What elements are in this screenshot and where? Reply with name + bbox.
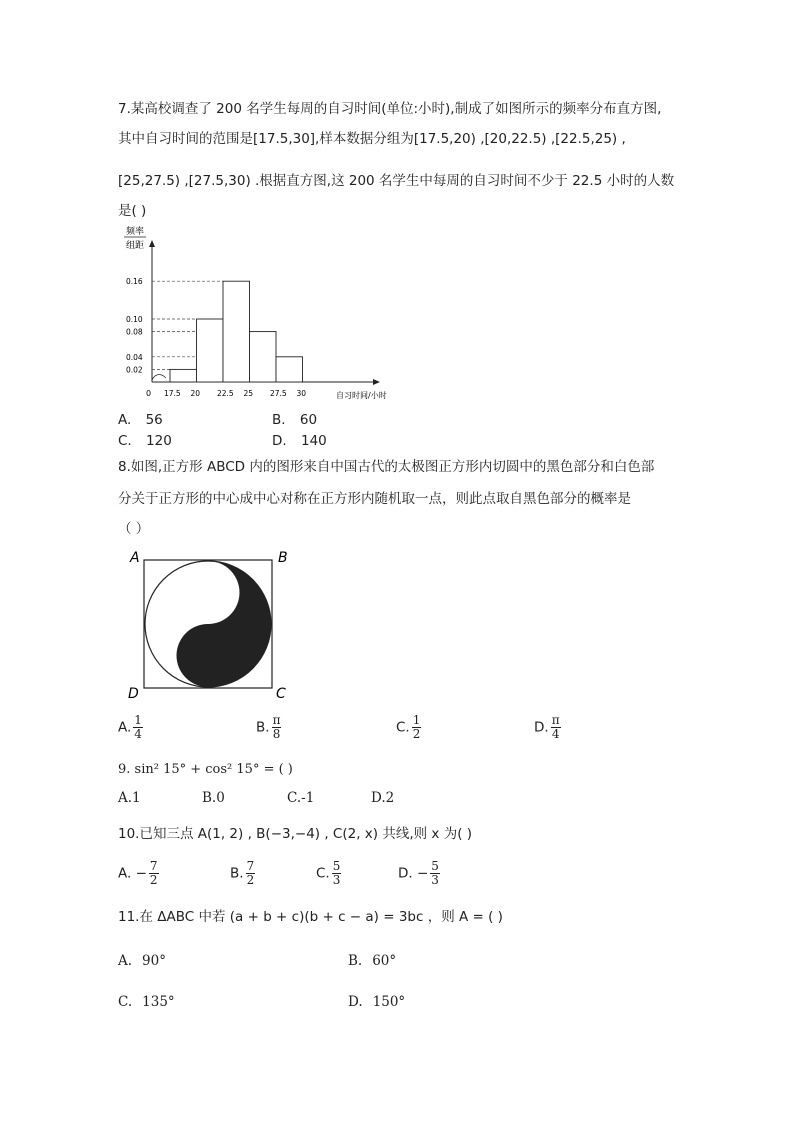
origin-label: 0 (146, 389, 152, 398)
y-label-bottom: 组距 (126, 241, 145, 251)
q8-line1: 8.如图,正方形 ABCD 内的图形来自中国古代的太极图正方形内切圆中的黑色部分和白色部 (118, 459, 655, 475)
option-fraction (246, 860, 256, 887)
q11-option-b[interactable] (348, 953, 396, 969)
option-label: C. (287, 790, 302, 806)
option-label: A. (118, 412, 132, 428)
q8-option-a[interactable] (118, 714, 143, 741)
q8-option-b[interactable] (256, 714, 281, 741)
y-tick-label: 0.16 (126, 277, 143, 287)
x-tick-label: 27.5 (270, 389, 287, 398)
option-fraction (430, 860, 440, 887)
x-tick-label: 20 (190, 389, 201, 398)
q7-option-a[interactable] (118, 412, 163, 428)
denominator: 3 (431, 873, 439, 887)
q7-line4: 是( ) (118, 203, 147, 219)
q11-option-d[interactable] (348, 994, 405, 1010)
option-value: 150° (372, 994, 406, 1010)
histogram-bar (197, 319, 224, 382)
white-dot (202, 587, 214, 599)
histogram-bar (170, 369, 197, 382)
y-axis-arrow (149, 240, 155, 247)
numerator: 5 (431, 859, 439, 873)
denominator: 2 (246, 873, 255, 887)
numerator: π (272, 713, 281, 727)
numerator: 7 (149, 859, 158, 873)
y-label-top: 频率 (126, 227, 145, 237)
q7-line2: 其中自习时间的范围是[17.5,30],样本数据分组为[17.5,20) ,[20,22.5) ,[22.5,25) , (118, 131, 626, 147)
q9-text: 9. sin² 15° + cos² 15° = ( ) (118, 762, 293, 777)
option-fraction (332, 860, 342, 887)
black-dot (202, 650, 214, 662)
q7-line3: [25,27.5) ,[27.5,30) .根据直方图,这 200 名学生中每周的自习时间不少于 22.5 小时的人数 (118, 173, 675, 189)
option-label: D. (398, 865, 413, 882)
numerator: π (551, 713, 560, 727)
option-sign: − (416, 865, 429, 882)
corner-label-b: B (278, 550, 288, 566)
corner-label-c: C (276, 686, 286, 702)
x-axis-label: 自习时间/小时 (336, 391, 387, 400)
option-value: -1 (301, 790, 315, 806)
option-value: 2 (385, 790, 395, 806)
option-value: 140 (300, 433, 327, 449)
q10-text: 10.已知三点 A(1, 2) , B(−3,−4) , C(2, x) 共线,则 x 为( ) (118, 826, 473, 842)
option-label: B. (256, 719, 270, 736)
option-fraction (133, 714, 143, 741)
option-label: C. (118, 433, 132, 449)
option-label: C. (316, 865, 330, 882)
q8-option-c[interactable] (396, 714, 421, 741)
q9-option-a[interactable] (118, 790, 141, 806)
option-label: A. (118, 865, 132, 882)
option-label: B. (348, 953, 363, 969)
histogram-bar (223, 281, 250, 382)
option-label: D. (348, 994, 363, 1010)
denominator: 2 (149, 873, 158, 887)
x-tick-label: 25 (243, 389, 254, 398)
option-label: A. (118, 953, 133, 969)
option-label: D. (272, 433, 287, 449)
y-tick-label: 0.08 (126, 327, 143, 337)
numerator: 1 (134, 713, 142, 727)
histogram-bar (276, 357, 303, 382)
denominator: 2 (412, 727, 421, 741)
x-axis-arrow (373, 379, 380, 385)
numerator: 5 (332, 859, 341, 873)
histogram-chart (118, 222, 398, 408)
option-fraction (551, 714, 561, 741)
numerator: 1 (412, 713, 421, 727)
q11-option-a[interactable] (118, 953, 166, 969)
option-fraction (412, 714, 422, 741)
x-tick-label: 17.5 (164, 389, 181, 398)
q11-text: 11.在 ΔABC 中若 (a + b + c)(b + c − a) = 3bc ，则 A = ( ) (118, 909, 503, 925)
option-label: B. (202, 790, 217, 806)
q7-line1: 7.某高校调查了 200 名学生每周的自习时间(单位:小时),制成了如图所示的频率分布直方图, (118, 101, 662, 117)
q9-option-c[interactable] (287, 790, 314, 806)
q8-line3: （ ） (118, 521, 150, 537)
q8-option-d[interactable] (534, 714, 561, 741)
q7-option-d[interactable] (272, 433, 327, 449)
option-label: C. (118, 994, 133, 1010)
option-sign: − (135, 865, 147, 882)
y-tick-label: 0.04 (126, 352, 143, 362)
option-value: 0 (216, 790, 225, 806)
q11-option-c[interactable] (118, 994, 175, 1010)
q9-option-d[interactable] (371, 790, 394, 806)
x-tick-label: 22.5 (217, 389, 234, 398)
denominator: 3 (332, 873, 341, 887)
option-label: D. (534, 719, 549, 736)
option-value: 60 (299, 412, 318, 428)
option-label: B. (230, 865, 244, 882)
option-value: 56 (145, 412, 163, 428)
q9-option-b[interactable] (202, 790, 225, 806)
q10-option-d[interactable] (398, 860, 440, 887)
q10-option-b[interactable] (230, 860, 255, 887)
option-value: 60° (372, 953, 397, 969)
option-value: 90° (142, 953, 166, 969)
q8-line2: 分关于正方形的中心成中心对称在正方形内随机取一点，则此点取自黑色部分的概率是 (118, 491, 631, 507)
histogram-bar (250, 332, 277, 382)
corner-label-d: D (128, 686, 139, 702)
x-tick-label: 30 (296, 389, 307, 398)
option-value: 1 (132, 790, 141, 806)
option-value: 135° (142, 994, 175, 1010)
taiji-figure (122, 544, 302, 702)
denominator: 4 (134, 727, 142, 741)
q10-option-c[interactable] (316, 860, 341, 887)
y-tick-label: 0.02 (126, 365, 143, 375)
option-fraction (272, 714, 282, 741)
denominator: 4 (551, 727, 560, 741)
denominator: 8 (272, 727, 281, 741)
q10-option-a[interactable] (118, 860, 159, 887)
numerator: 7 (246, 859, 255, 873)
axis-break-mark (152, 375, 166, 381)
option-label: D. (371, 790, 386, 806)
option-label: A. (118, 719, 132, 736)
corner-label-a: A (130, 550, 140, 566)
option-label: C. (396, 719, 410, 736)
y-tick-label: 0.10 (126, 315, 143, 324)
q7-option-b[interactable] (272, 412, 317, 428)
option-label: B. (272, 412, 286, 428)
q7-option-c[interactable] (118, 433, 172, 449)
option-label: A. (118, 790, 133, 806)
option-fraction (149, 860, 159, 887)
option-value: 120 (146, 433, 172, 449)
